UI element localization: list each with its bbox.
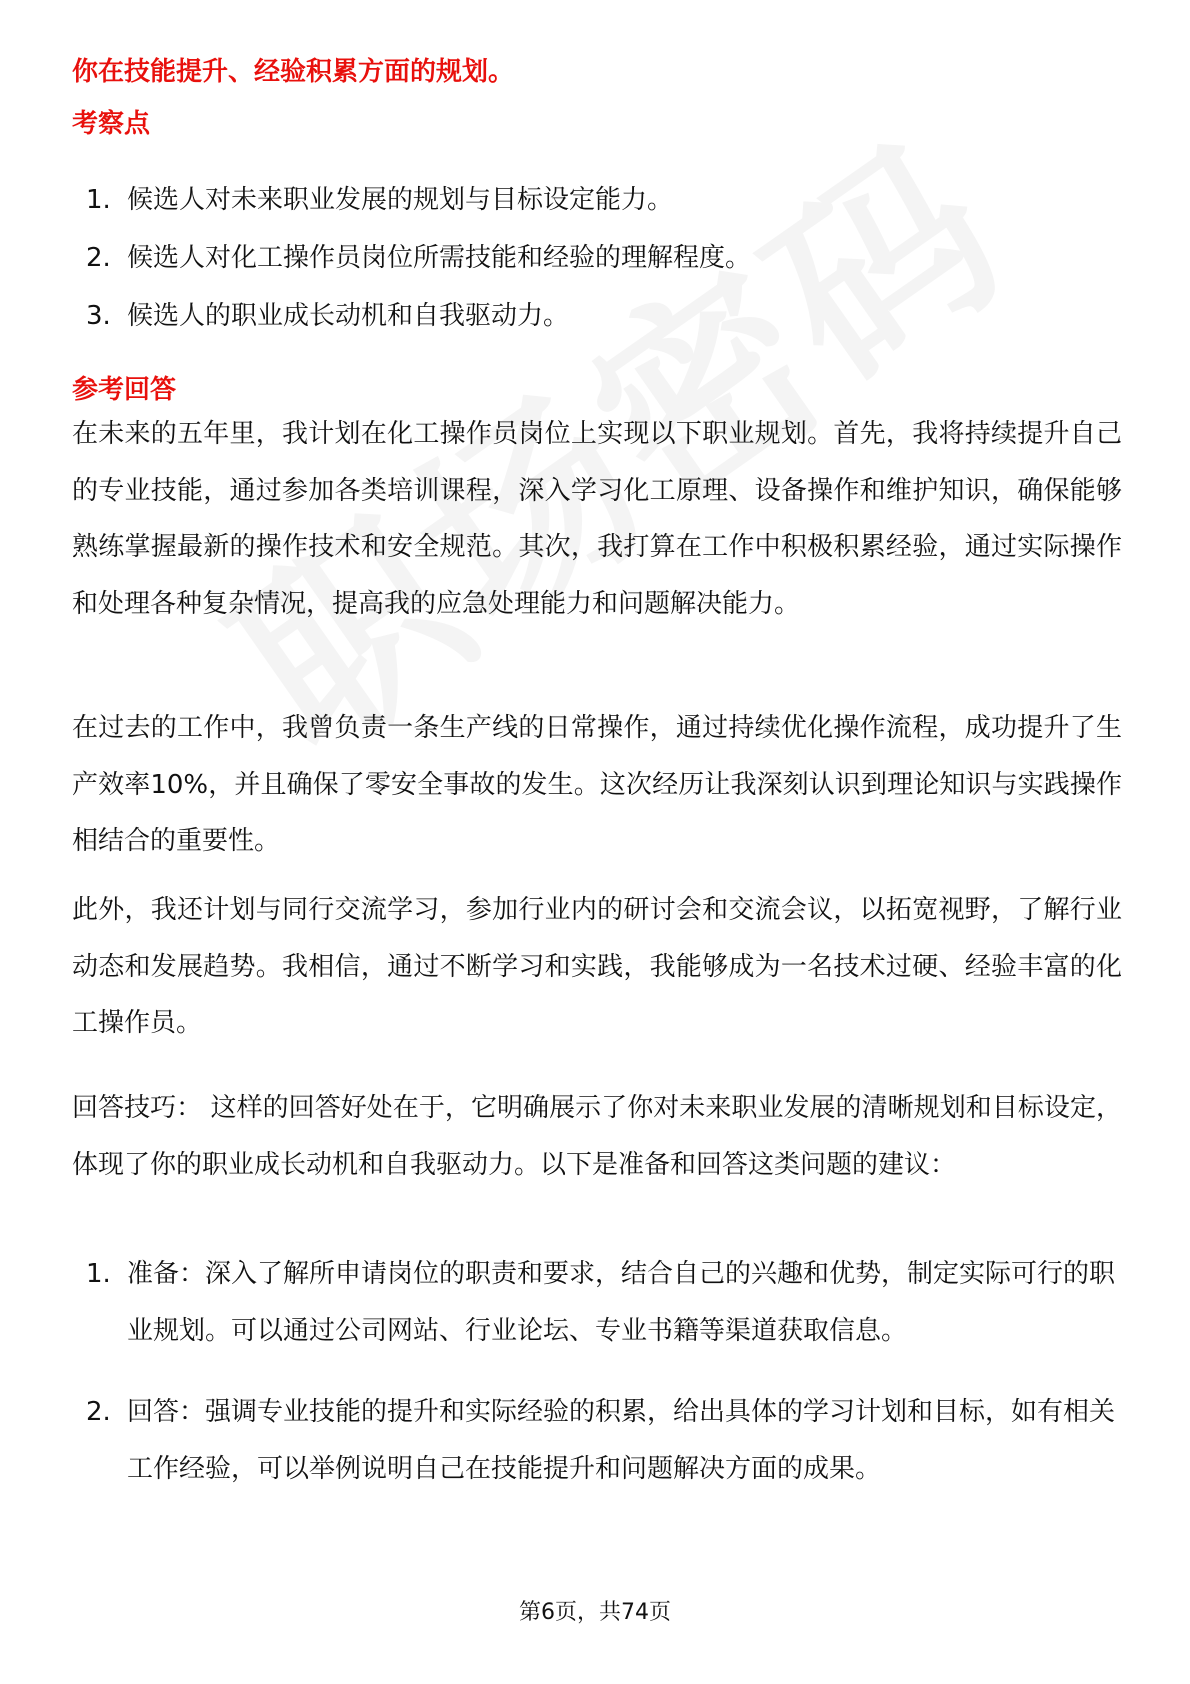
list-text: 候选人对未来职业发展的规划与目标设定能力。 <box>127 185 674 215</box>
list-item <box>72 1246 1122 1360</box>
list-number: 2. <box>86 243 111 273</box>
list-text: 准备：深入了解所申请岗位的职责和要求，结合自己的兴趣和优势，制定实际可行的职业规划。可以通过公司网站、行业论坛、专业书籍等渠道获取信息。 <box>127 1259 1116 1346</box>
list-number: 3. <box>86 301 111 331</box>
list-number: 1. <box>86 1259 111 1289</box>
list-number: 1. <box>86 185 111 215</box>
question-title: 你在技能提升、经验积累方面的规划。 <box>72 57 515 87</box>
list-item <box>72 298 1122 356</box>
assessment-list <box>72 182 1122 356</box>
answer-paragraph: 此外，我还计划与同行交流学习，参加行业内的研讨会和交流会议，以拓宽视野，了解行业动态和发展趋势。我相信，通过不断学习和实践，我能够成为一名技术过硬、经验丰富的化工操作员。 <box>72 895 1122 1038</box>
reference-heading: 参考回答 <box>72 375 177 405</box>
tips-list <box>72 1246 1122 1522</box>
list-text: 候选人对化工操作员岗位所需技能和经验的理解程度。 <box>127 243 752 273</box>
list-item <box>72 1384 1122 1498</box>
list-text: 回答：强调专业技能的提升和实际经验的积累，给出具体的学习计划和目标，如有相关工作经验，可以举例说明自己在技能提升和问题解决方面的成果。 <box>127 1397 1116 1484</box>
list-text: 候选人的职业成长动机和自我驱动力。 <box>127 301 570 331</box>
assessment-heading: 考察点 <box>72 109 151 139</box>
list-item <box>72 240 1122 298</box>
answer-paragraph: 在未来的五年里，我计划在化工操作员岗位上实现以下职业规划。首先，我将持续提升自己的专业技能，通过参加各类培训课程，深入学习化工原理、设备操作和维护知识，确保能够熟练掌握最新的操作技术和安全规范。其次，我打算在工作中积极积累经验，通过实际操作和处理各种复杂情况，提高我的应急处理能力和问题解决能力。 <box>72 419 1122 619</box>
page-footer: 第6页，共74页 <box>519 1600 671 1625</box>
answer-paragraph: 在过去的工作中，我曾负责一条生产线的日常操作，通过持续优化操作流程，成功提升了生产效率10%，并且确保了零安全事故的发生。这次经历让我深刻认识到理论知识与实践操作相结合的重要性。 <box>72 713 1122 856</box>
list-item <box>72 182 1122 240</box>
tips-paragraph: 回答技巧： 这样的回答好处在于，它明确展示了你对未来职业发展的清晰规划和目标设定，体现了你的职业成长动机和自我驱动力。以下是准备和回答这类问题的建议： <box>72 1093 1122 1180</box>
list-number: 2. <box>86 1397 111 1427</box>
